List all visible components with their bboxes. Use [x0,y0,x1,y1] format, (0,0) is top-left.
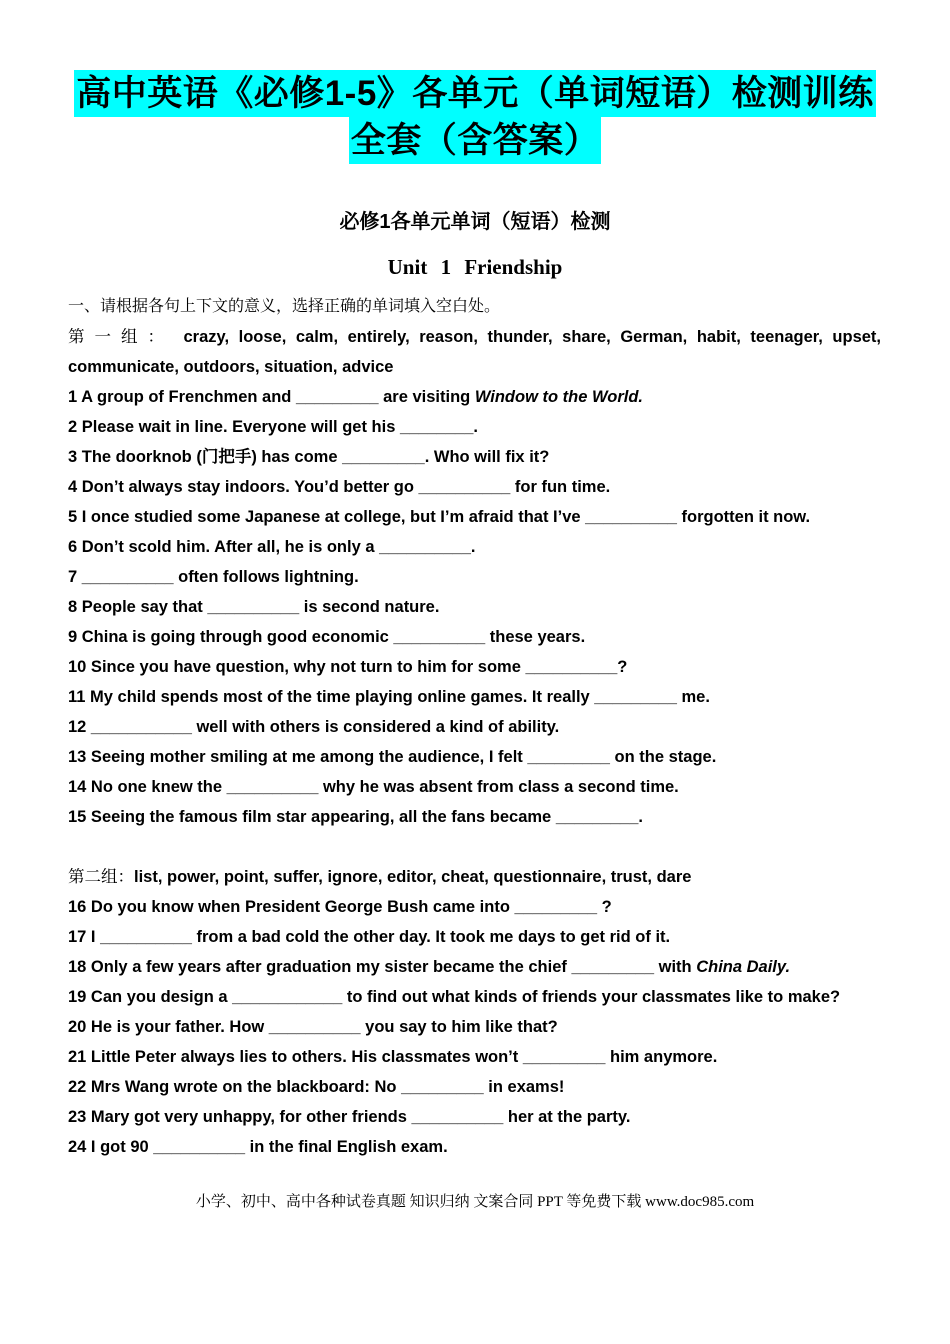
title-line-1: 高中英语《必修1-5》各单元（单词短语）检测训练 [74,70,876,117]
question-item [68,412,881,442]
question-text: 7 __________ often follows lightning. [68,568,359,586]
question-item [68,472,881,502]
question-text: 4 Don’t always stay indoors. You’d better go __________ for fun time. [68,478,611,496]
question-list-1 [68,382,881,832]
question-text: 14 No one knew the __________ why he was absent from class a second time. [68,778,679,796]
question-item [68,652,881,682]
question-item [68,682,881,712]
question-emphasis: China Daily. [696,958,791,976]
question-text: 13 Seeing mother smiling at me among the audience, I felt _________ on the stage. [68,748,717,766]
question-item [68,952,881,982]
question-item [68,892,881,922]
question-item [68,1072,881,1102]
question-item [68,502,881,532]
question-text: 6 Don’t scold him. After all, he is only a __________. [68,538,476,556]
question-text: 23 Mary got very unhappy, for other friends __________ her at the party. [68,1108,631,1126]
question-text: 2 Please wait in line. Everyone will get his ________. [68,418,478,436]
title-line-2: 全套（含答案） [349,117,602,164]
question-text: 11 My child spends most of the time playing online games. It really _________ me. [68,688,710,706]
group-2-label: 第二组： [68,868,134,886]
group-2-words: list, power, point, suffer, ignore, editor, cheat, questionnaire, trust, dare [134,868,692,886]
question-text: 12 ___________ well with others is considered a kind of ability. [68,718,560,736]
question-text: 9 China is going through good economic __________ these years. [68,628,586,646]
section-subtitle: 必修1各单元单词（短语）检测 [339,211,611,233]
unit-heading: Unit 1 Friendship [387,255,563,279]
question-text: 20 He is your father. How __________ you say to him like that? [68,1018,558,1036]
question-item [68,1042,881,1072]
question-text: 5 I once studied some Japanese at college, but I’m afraid that I’ve __________ forgotten it now. [68,508,811,526]
question-text: 17 I __________ from a bad cold the other day. It took me days to get rid of it. [68,928,671,946]
question-item [68,1012,881,1042]
question-text: 18 Only a few years after graduation my sister became the chief _________ with [68,958,697,976]
word-group-2 [68,862,881,892]
question-text: 10 Since you have question, why not turn to him for some __________? [68,658,628,676]
question-item [68,772,881,802]
spacer [68,832,881,862]
question-item [68,712,881,742]
question-list-2 [68,892,881,1162]
question-item [68,1102,881,1132]
question-item [68,442,881,472]
question-text: 24 I got 90 __________ in the final English exam. [68,1138,448,1156]
question-text: 21 Little Peter always lies to others. His classmates won’t _________ him anymore. [68,1048,718,1066]
word-group-1 [68,322,881,382]
question-item [68,622,881,652]
page-footer: 小学、初中、高中各种试卷真题 知识归纳 文案合同 PPT 等免费下载 www.doc985.com [195,1194,755,1210]
document-title [0,70,950,164]
question-text: 3 The doorknob (门把手) has come _________. Who will fix it? [68,448,550,466]
question-text: 1 A group of Frenchmen and _________ are visiting [68,388,475,406]
question-item [68,982,881,1012]
question-text: 8 People say that __________ is second nature. [68,598,440,616]
group-1-label: 第一组： [68,328,174,346]
question-item [68,802,881,832]
exercise-content [68,292,881,1162]
question-item [68,1132,881,1162]
question-text: 19 Can you design a ____________ to find out what kinds of friends your classmates like to make? [68,988,841,1006]
question-emphasis: Window to the World. [474,388,644,406]
question-item [68,742,881,772]
question-item [68,562,881,592]
question-item [68,922,881,952]
question-item [68,532,881,562]
question-item [68,382,881,412]
group-1-words: crazy, loose, calm, entirely, reason, thunder, share, German, habit, teenager, upset, communicate, outdoors, situation, advice [68,328,881,376]
question-item [68,592,881,622]
question-text: 22 Mrs Wang wrote on the blackboard: No _________ in exams! [68,1078,565,1096]
question-text: 16 Do you know when President George Bush came into _________ ? [68,898,612,916]
instruction: 一、请根据各句上下文的意义，选择正确的单词填入空白处。 [68,298,501,315]
question-text: 15 Seeing the famous film star appearing, all the fans became _________. [68,808,643,826]
